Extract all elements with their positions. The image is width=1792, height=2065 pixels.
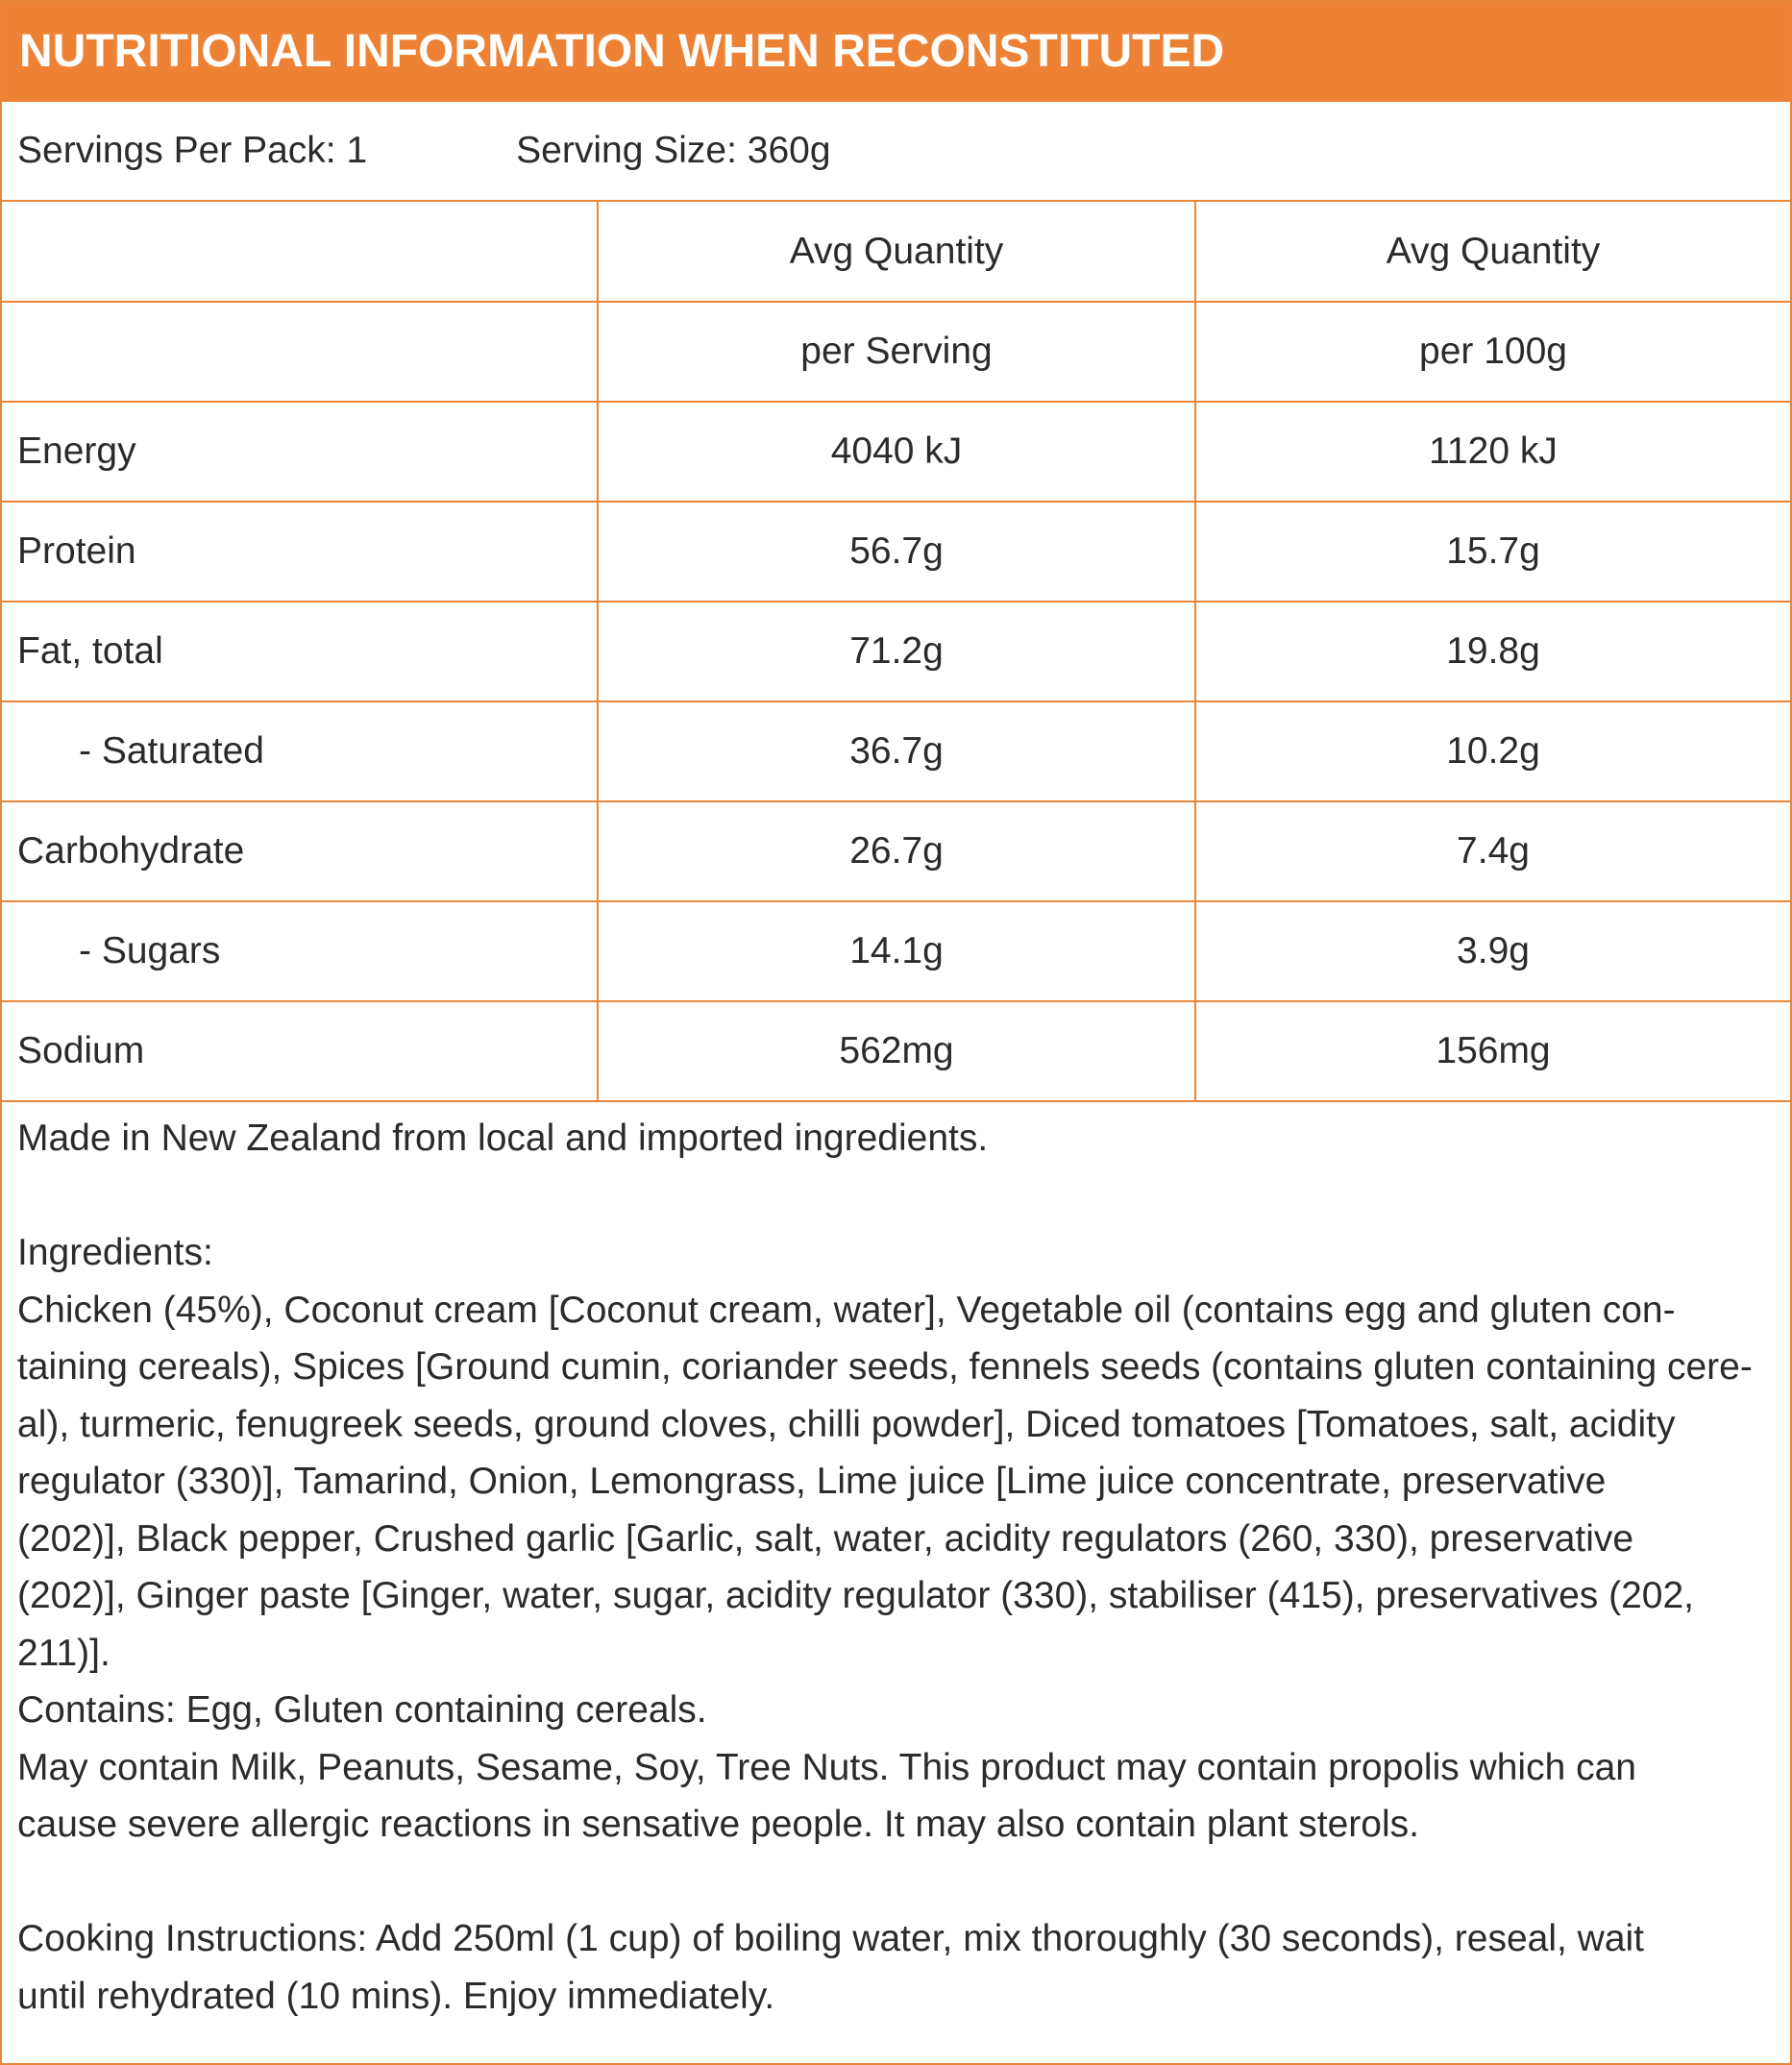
ingredients-line: Chicken (45%), Coconut cream [Coconut cream, water], Vegetable oil (contains egg and gluten con-	[17, 1289, 1676, 1331]
spacer	[17, 1168, 1775, 1225]
value-per-serving: 56.7g	[598, 502, 1195, 602]
notes-section	[2, 1102, 1790, 2025]
ingredients-line: (202)], Ginger paste [Ginger, water, sugar, acidity regulator (330), stabiliser (415), preservatives (202,	[17, 1575, 1695, 1616]
table-row	[2, 402, 1790, 502]
value-per-100g: 7.4g	[1195, 801, 1790, 901]
value-per-serving: 71.2g	[598, 602, 1195, 701]
nutrition-table	[2, 202, 1790, 1102]
nutrient-name: Fat, total	[2, 602, 598, 701]
header-cell-avg-quantity: Avg Quantity	[598, 202, 1195, 302]
table-row	[2, 602, 1790, 701]
nutrient-name: Sodium	[2, 1001, 598, 1101]
nutrient-name: - Sugars	[2, 901, 598, 1001]
table-header-row	[2, 202, 1790, 302]
cooking-instructions-line: until rehydrated (10 mins). Enjoy immediately.	[17, 1975, 775, 2017]
ingredients-label: Ingredients:	[17, 1232, 213, 1273]
table-row	[2, 801, 1790, 901]
header-cell-per-serving: per Serving	[598, 302, 1195, 402]
value-per-serving: 14.1g	[598, 901, 1195, 1001]
value-per-serving: 36.7g	[598, 701, 1195, 801]
value-per-100g: 19.8g	[1195, 602, 1790, 701]
header-cell-empty	[2, 202, 598, 302]
spacer	[17, 1854, 1775, 1911]
may-contain-line: May contain Milk, Peanuts, Sesame, Soy, Tree Nuts. This product may contain propolis which can	[17, 1746, 1636, 1788]
value-per-serving: 562mg	[598, 1001, 1195, 1101]
table-row	[2, 502, 1790, 602]
table-row	[2, 701, 1790, 801]
ingredients-line: (202)], Black pepper, Crushed garlic [Garlic, salt, water, acidity regulators (260, 330), preservative	[17, 1517, 1634, 1560]
serving-size: Serving Size: 360g	[516, 130, 831, 171]
panel-title: NUTRITIONAL INFORMATION WHEN RECONSTITUTED	[2, 2, 1790, 102]
table-header-row	[2, 302, 1790, 402]
cooking-instructions-line: Cooking Instructions: Add 250ml (1 cup) of boiling water, mix thoroughly (30 seconds), reseal, wait	[17, 1918, 1645, 1959]
value-per-serving: 26.7g	[598, 801, 1195, 901]
table-row	[2, 1001, 1790, 1101]
ingredients-line: regulator (330)], Tamarind, Onion, Lemongrass, Lime juice [Lime juice concentrate, preservative	[17, 1461, 1607, 1502]
value-per-100g: 156mg	[1195, 1001, 1790, 1101]
header-cell-per-100g: per 100g	[1195, 302, 1790, 402]
nutrient-name: Energy	[2, 402, 598, 502]
table-row	[2, 901, 1790, 1001]
value-per-serving: 4040 kJ	[598, 402, 1195, 502]
ingredients-line: 211)].	[17, 1632, 110, 1674]
nutrient-name: Carbohydrate	[2, 801, 598, 901]
servings-row	[2, 102, 1790, 202]
nutrient-name: - Saturated	[2, 701, 598, 801]
may-contain-line: cause severe allergic reactions in sensative people. It may also contain plant sterols.	[17, 1804, 1419, 1845]
nutrient-name: Protein	[2, 502, 598, 602]
contains-statement: Contains: Egg, Gluten containing cereals.	[17, 1689, 707, 1731]
header-cell-avg-quantity: Avg Quantity	[1195, 202, 1790, 302]
value-per-100g: 1120 kJ	[1195, 402, 1790, 502]
ingredients-line: taining cereals), Spices [Ground cumin, coriander seeds, fennels seeds (contains gluten containing cere-	[17, 1346, 1753, 1388]
ingredients-line: al), turmeric, fenugreek seeds, ground cloves, chilli powder], Diced tomatoes [Tomatoes, salt, acidity	[17, 1403, 1676, 1445]
value-per-100g: 15.7g	[1195, 502, 1790, 602]
value-per-100g: 10.2g	[1195, 701, 1790, 801]
header-cell-empty	[2, 302, 598, 402]
value-per-100g: 3.9g	[1195, 901, 1790, 1001]
servings-per-pack: Servings Per Pack: 1	[17, 130, 368, 171]
origin-statement: Made in New Zealand from local and imported ingredients.	[17, 1118, 989, 1159]
